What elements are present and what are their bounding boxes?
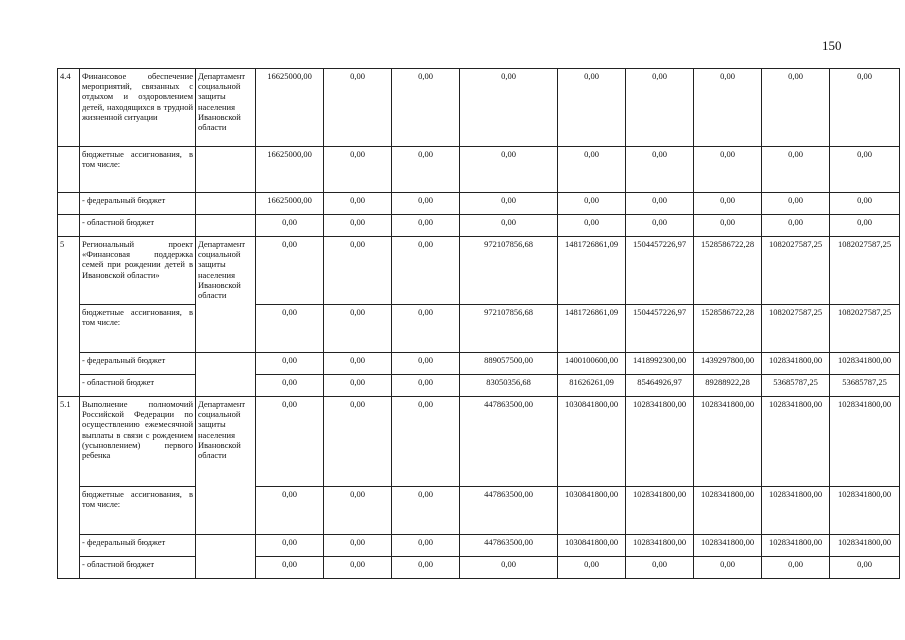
budget-line-label: - областной бюджет xyxy=(80,557,196,579)
value-cell: 1030841800,00 xyxy=(558,535,626,557)
value-cell: 83050356,68 xyxy=(460,375,558,397)
value-cell: 0,00 xyxy=(558,557,626,579)
value-cell: 0,00 xyxy=(392,237,460,305)
budget-line-label: - федеральный бюджет xyxy=(80,535,196,557)
value-cell: 0,00 xyxy=(324,375,392,397)
value-cell: 0,00 xyxy=(762,215,830,237)
value-cell: 0,00 xyxy=(324,147,392,193)
table-row xyxy=(58,375,900,397)
value-cell: 1481726861,09 xyxy=(558,237,626,305)
table-row xyxy=(58,237,900,305)
value-cell: 1082027587,25 xyxy=(830,237,900,305)
item-number-cell: 5 xyxy=(58,237,80,397)
table-row xyxy=(58,487,900,535)
value-cell: 0,00 xyxy=(694,557,762,579)
value-cell: 81626261,09 xyxy=(558,375,626,397)
value-cell: 0,00 xyxy=(460,147,558,193)
value-cell: 0,00 xyxy=(392,193,460,215)
table-body xyxy=(58,69,900,579)
value-cell: 0,00 xyxy=(392,375,460,397)
value-cell: 0,00 xyxy=(324,305,392,353)
value-cell: 0,00 xyxy=(324,237,392,305)
value-cell: 0,00 xyxy=(762,147,830,193)
blank-executor-cell xyxy=(196,353,256,397)
value-cell: 889057500,00 xyxy=(460,353,558,375)
value-cell: 85464926,97 xyxy=(626,375,694,397)
budget-line-label: - федеральный бюджет xyxy=(80,353,196,375)
value-cell: 0,00 xyxy=(558,215,626,237)
value-cell: 0,00 xyxy=(256,397,324,487)
value-cell: 972107856,68 xyxy=(460,237,558,305)
value-cell: 1504457226,97 xyxy=(626,237,694,305)
table-row xyxy=(58,147,900,193)
value-cell: 0,00 xyxy=(762,193,830,215)
value-cell: 1082027587,25 xyxy=(830,305,900,353)
value-cell: 0,00 xyxy=(762,557,830,579)
value-cell: 53685787,25 xyxy=(830,375,900,397)
value-cell: 0,00 xyxy=(392,69,460,147)
value-cell: 0,00 xyxy=(460,69,558,147)
value-cell: 0,00 xyxy=(392,353,460,375)
value-cell: 0,00 xyxy=(558,69,626,147)
value-cell: 1528586722,28 xyxy=(694,305,762,353)
value-cell: 447863500,00 xyxy=(460,487,558,535)
value-cell: 0,00 xyxy=(256,215,324,237)
value-cell: 1028341800,00 xyxy=(694,397,762,487)
value-cell: 0,00 xyxy=(324,353,392,375)
value-cell: 0,00 xyxy=(694,215,762,237)
table-row xyxy=(58,397,900,487)
value-cell: 0,00 xyxy=(324,215,392,237)
value-cell: 1481726861,09 xyxy=(558,305,626,353)
value-cell: 1082027587,25 xyxy=(762,305,830,353)
value-cell: 0,00 xyxy=(626,193,694,215)
value-cell: 972107856,68 xyxy=(460,305,558,353)
blank-number-cell xyxy=(58,215,80,237)
value-cell: 16625000,00 xyxy=(256,193,324,215)
value-cell: 1028341800,00 xyxy=(830,535,900,557)
value-cell: 1528586722,28 xyxy=(694,237,762,305)
value-cell: 1504457226,97 xyxy=(626,305,694,353)
value-cell: 0,00 xyxy=(392,215,460,237)
item-number-cell: 5.1 xyxy=(58,397,80,579)
table-row xyxy=(58,69,900,147)
executor-cell: Департамент социальной защиты населения Ивановской области xyxy=(196,237,256,353)
value-cell: 0,00 xyxy=(830,69,900,147)
page-number: 150 xyxy=(822,38,842,53)
value-cell: 53685787,25 xyxy=(762,375,830,397)
value-cell: 0,00 xyxy=(324,535,392,557)
table-row xyxy=(58,535,900,557)
value-cell: 0,00 xyxy=(830,147,900,193)
value-cell: 0,00 xyxy=(392,535,460,557)
value-cell: 0,00 xyxy=(460,215,558,237)
budget-line-label: - областной бюджет xyxy=(80,215,196,237)
value-cell: 0,00 xyxy=(392,305,460,353)
value-cell: 0,00 xyxy=(626,215,694,237)
item-title-cell: Выполнение полномочий Российской Федерации по осуществлению ежемесячной выплаты в связи с рождением (усыновлением) первого ребенка xyxy=(80,397,196,487)
budget-line-label: бюджетные ассигнования, в том числе: xyxy=(80,305,196,353)
value-cell: 0,00 xyxy=(324,557,392,579)
value-cell: 0,00 xyxy=(256,237,324,305)
item-title-cell: Финансовое обеспечение мероприятий, связанных с отдыхом и оздоровлением детей, находящихся в трудной жизненной ситуации xyxy=(80,69,196,147)
value-cell: 0,00 xyxy=(324,487,392,535)
value-cell: 1028341800,00 xyxy=(694,535,762,557)
value-cell: 1418992300,00 xyxy=(626,353,694,375)
value-cell: 0,00 xyxy=(558,147,626,193)
value-cell: 1028341800,00 xyxy=(626,397,694,487)
value-cell: 0,00 xyxy=(256,305,324,353)
budget-line-label: бюджетные ассигнования, в том числе: xyxy=(80,147,196,193)
value-cell: 0,00 xyxy=(256,487,324,535)
blank-executor-cell xyxy=(196,193,256,215)
table-row xyxy=(58,557,900,579)
value-cell: 447863500,00 xyxy=(460,397,558,487)
value-cell: 0,00 xyxy=(256,535,324,557)
value-cell: 0,00 xyxy=(460,193,558,215)
value-cell: 1028341800,00 xyxy=(694,487,762,535)
value-cell: 16625000,00 xyxy=(256,147,324,193)
value-cell: 1028341800,00 xyxy=(626,487,694,535)
value-cell: 1028341800,00 xyxy=(762,487,830,535)
value-cell: 1028341800,00 xyxy=(762,535,830,557)
value-cell: 447863500,00 xyxy=(460,535,558,557)
value-cell: 0,00 xyxy=(626,69,694,147)
value-cell: 0,00 xyxy=(392,397,460,487)
value-cell: 0,00 xyxy=(324,397,392,487)
value-cell: 0,00 xyxy=(558,193,626,215)
value-cell: 0,00 xyxy=(256,557,324,579)
table-row xyxy=(58,215,900,237)
value-cell: 1030841800,00 xyxy=(558,487,626,535)
value-cell: 0,00 xyxy=(694,69,762,147)
value-cell: 1028341800,00 xyxy=(762,353,830,375)
value-cell: 0,00 xyxy=(830,193,900,215)
budget-line-label: бюджетные ассигнования, в том числе: xyxy=(80,487,196,535)
value-cell: 0,00 xyxy=(256,353,324,375)
budget-line-label: - федеральный бюджет xyxy=(80,193,196,215)
value-cell: 0,00 xyxy=(256,375,324,397)
value-cell: 1082027587,25 xyxy=(762,237,830,305)
value-cell: 0,00 xyxy=(694,193,762,215)
value-cell: 1028341800,00 xyxy=(626,535,694,557)
value-cell: 0,00 xyxy=(830,557,900,579)
value-cell: 0,00 xyxy=(460,557,558,579)
blank-executor-cell xyxy=(196,215,256,237)
blank-number-cell xyxy=(58,147,80,193)
blank-executor-cell xyxy=(196,535,256,579)
value-cell: 0,00 xyxy=(324,193,392,215)
item-title-cell: Региональный проект «Финансовая поддержка семей при рождении детей в Ивановской области» xyxy=(80,237,196,305)
executor-cell: Департамент социальной защиты населения Ивановской области xyxy=(196,69,256,147)
value-cell: 1030841800,00 xyxy=(558,397,626,487)
value-cell: 1028341800,00 xyxy=(830,487,900,535)
value-cell: 0,00 xyxy=(694,147,762,193)
value-cell: 0,00 xyxy=(392,147,460,193)
blank-executor-cell xyxy=(196,147,256,193)
budget-table xyxy=(57,68,900,579)
value-cell: 0,00 xyxy=(626,147,694,193)
value-cell: 0,00 xyxy=(392,487,460,535)
value-cell: 1400100600,00 xyxy=(558,353,626,375)
value-cell: 1028341800,00 xyxy=(830,397,900,487)
budget-line-label: - областной бюджет xyxy=(80,375,196,397)
value-cell: 1028341800,00 xyxy=(762,397,830,487)
value-cell: 0,00 xyxy=(392,557,460,579)
value-cell: 16625000,00 xyxy=(256,69,324,147)
value-cell: 0,00 xyxy=(762,69,830,147)
blank-number-cell xyxy=(58,193,80,215)
value-cell: 0,00 xyxy=(626,557,694,579)
table-row xyxy=(58,305,900,353)
item-number-cell: 4.4 xyxy=(58,69,80,147)
table-row xyxy=(58,353,900,375)
value-cell: 89288922,28 xyxy=(694,375,762,397)
value-cell: 1439297800,00 xyxy=(694,353,762,375)
table-row xyxy=(58,193,900,215)
executor-cell: Департамент социальной защиты населения Ивановской области xyxy=(196,397,256,535)
value-cell: 0,00 xyxy=(830,215,900,237)
value-cell: 0,00 xyxy=(324,69,392,147)
value-cell: 1028341800,00 xyxy=(830,353,900,375)
